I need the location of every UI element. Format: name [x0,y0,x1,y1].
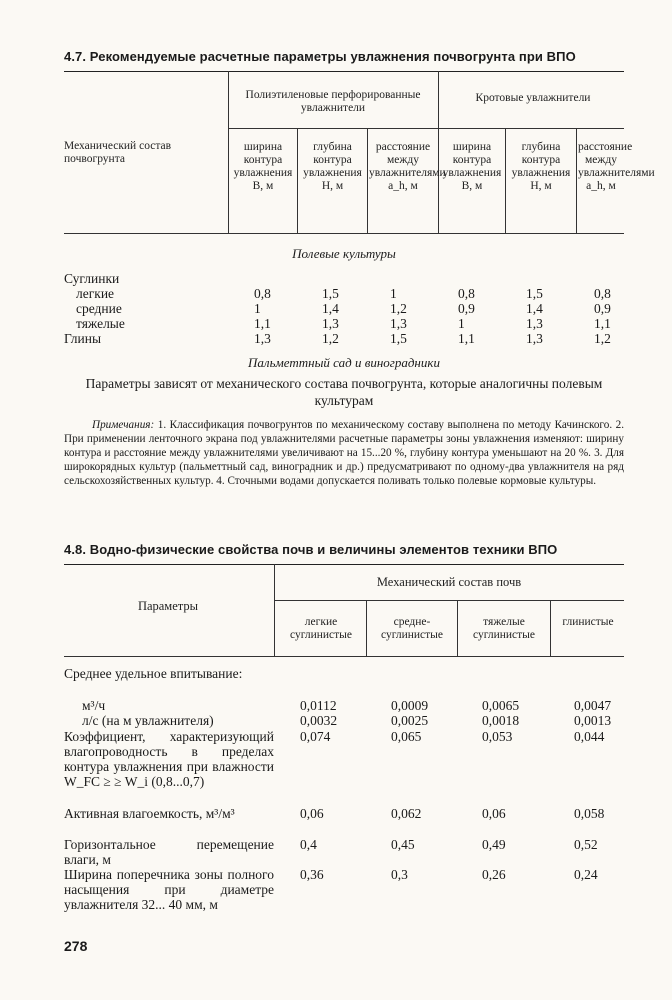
table-notes [64,418,624,488]
divider [228,128,624,129]
divider [64,656,624,657]
sub-header: тяжелые суглинистые [473,616,535,641]
divider [228,71,229,233]
sub-header: глинистые [562,616,614,628]
divider [366,600,367,656]
divider [550,600,551,656]
page-number: 278 [64,938,88,954]
param-label: м³/ч [82,698,106,713]
param-label: Ширина поперечника зоны полного насыщения при диаметре увлажнителя 32... 40 мм, м [64,867,274,912]
divider [297,128,298,233]
notes-text: 1. Классификация почвогрунтов по механическому составу выполнена по методу Качинского. 2. При применении ленточного экрана под увлажнителями расчетные параметры зоны увлажнения изменяют: ширину контура и расстояние между увлажнителями увеличивают на 15...20 %, глубину контура уменьшают на 20 %. 3. Для широкорядных культур (пальметтный сад, виноградник и др.) предусматривают по одному-два увлажнителя на ряд сельскохозяйственных культур. 4. Сточными водами допускается поливать только полевые кормовые культуры. [64,419,625,487]
col-group-mole: Кротовые увлажнители [475,92,591,104]
sub-header: расстояние между увлажнителями a_h, м [369,141,446,192]
sub-header: легкие суглинистые [290,616,352,641]
col-group-perforated: Полиэтиленовые перфорированные увлажнители [245,89,421,114]
table-row: Суглинки [64,271,120,286]
divider [576,128,577,233]
row-header-composition: Механический состав почвогрунта [64,140,172,165]
param-label: Горизонтальное перемещение влаги, м [64,837,274,867]
param-label: Активная влагоемкость, м³/м³ [64,806,235,821]
divider [274,564,275,656]
notes-label: Примечания: [92,419,155,431]
sub-header: средне-суглинистые [381,616,443,641]
section-field-crops: Полевые культуры [292,246,396,261]
row-header-parameters: Параметры [137,599,199,613]
sub-header: ширина контура увлажнения B, м [233,141,293,192]
table-row: средние 1 1,4 1,2 0,9 1,4 0,9 [76,301,611,316]
section-palmette-garden: Пальметтный сад и виноградники [248,355,440,370]
divider [457,600,458,656]
param-label: Среднее удельное впитывание: [64,666,243,681]
table-row: тяжелые 1,1 1,3 1,3 1 1,3 1,1 [76,316,611,331]
param-label: л/с (на м увлажнителя) [82,713,214,728]
param-label: Коэффициент, характеризующий влагопроводность в пределах контура увлажнения при влажности W_FC ≥ ≥ W_i (0,8...0,7) [64,729,274,789]
table-4-7-title: 4.7. Рекомендуемые расчетные параметры увлажнения почвогрунта при ВПО [64,49,576,64]
table-row: Глины 1,3 1,2 1,5 1,1 1,3 1,2 [64,331,611,346]
col-group-composition: Механический состав почв [376,575,522,589]
sub-header: ширина контура увлажнения B, м [442,141,502,192]
sub-header: глубина контура увлажнения H, м [511,141,571,192]
table-4-8-title: 4.8. Водно-физические свойства почв и величины элементов техники ВПО [64,542,558,557]
divider [64,233,624,234]
sub-header: расстояние между увлажнителями a_h, м [578,141,655,192]
garden-text: Параметры зависят от механического состава почвогрунта, которые аналогичны полевым культурам [85,376,603,408]
sub-header: глубина контура увлажнения H, м [303,141,362,192]
table-top-rule [64,71,624,72]
divider [438,71,439,233]
divider [505,128,506,233]
divider [274,600,624,601]
table-top-rule [64,564,624,565]
table-row: легкие 0,8 1,5 1 0,8 1,5 0,8 [76,286,611,301]
divider [367,128,368,233]
